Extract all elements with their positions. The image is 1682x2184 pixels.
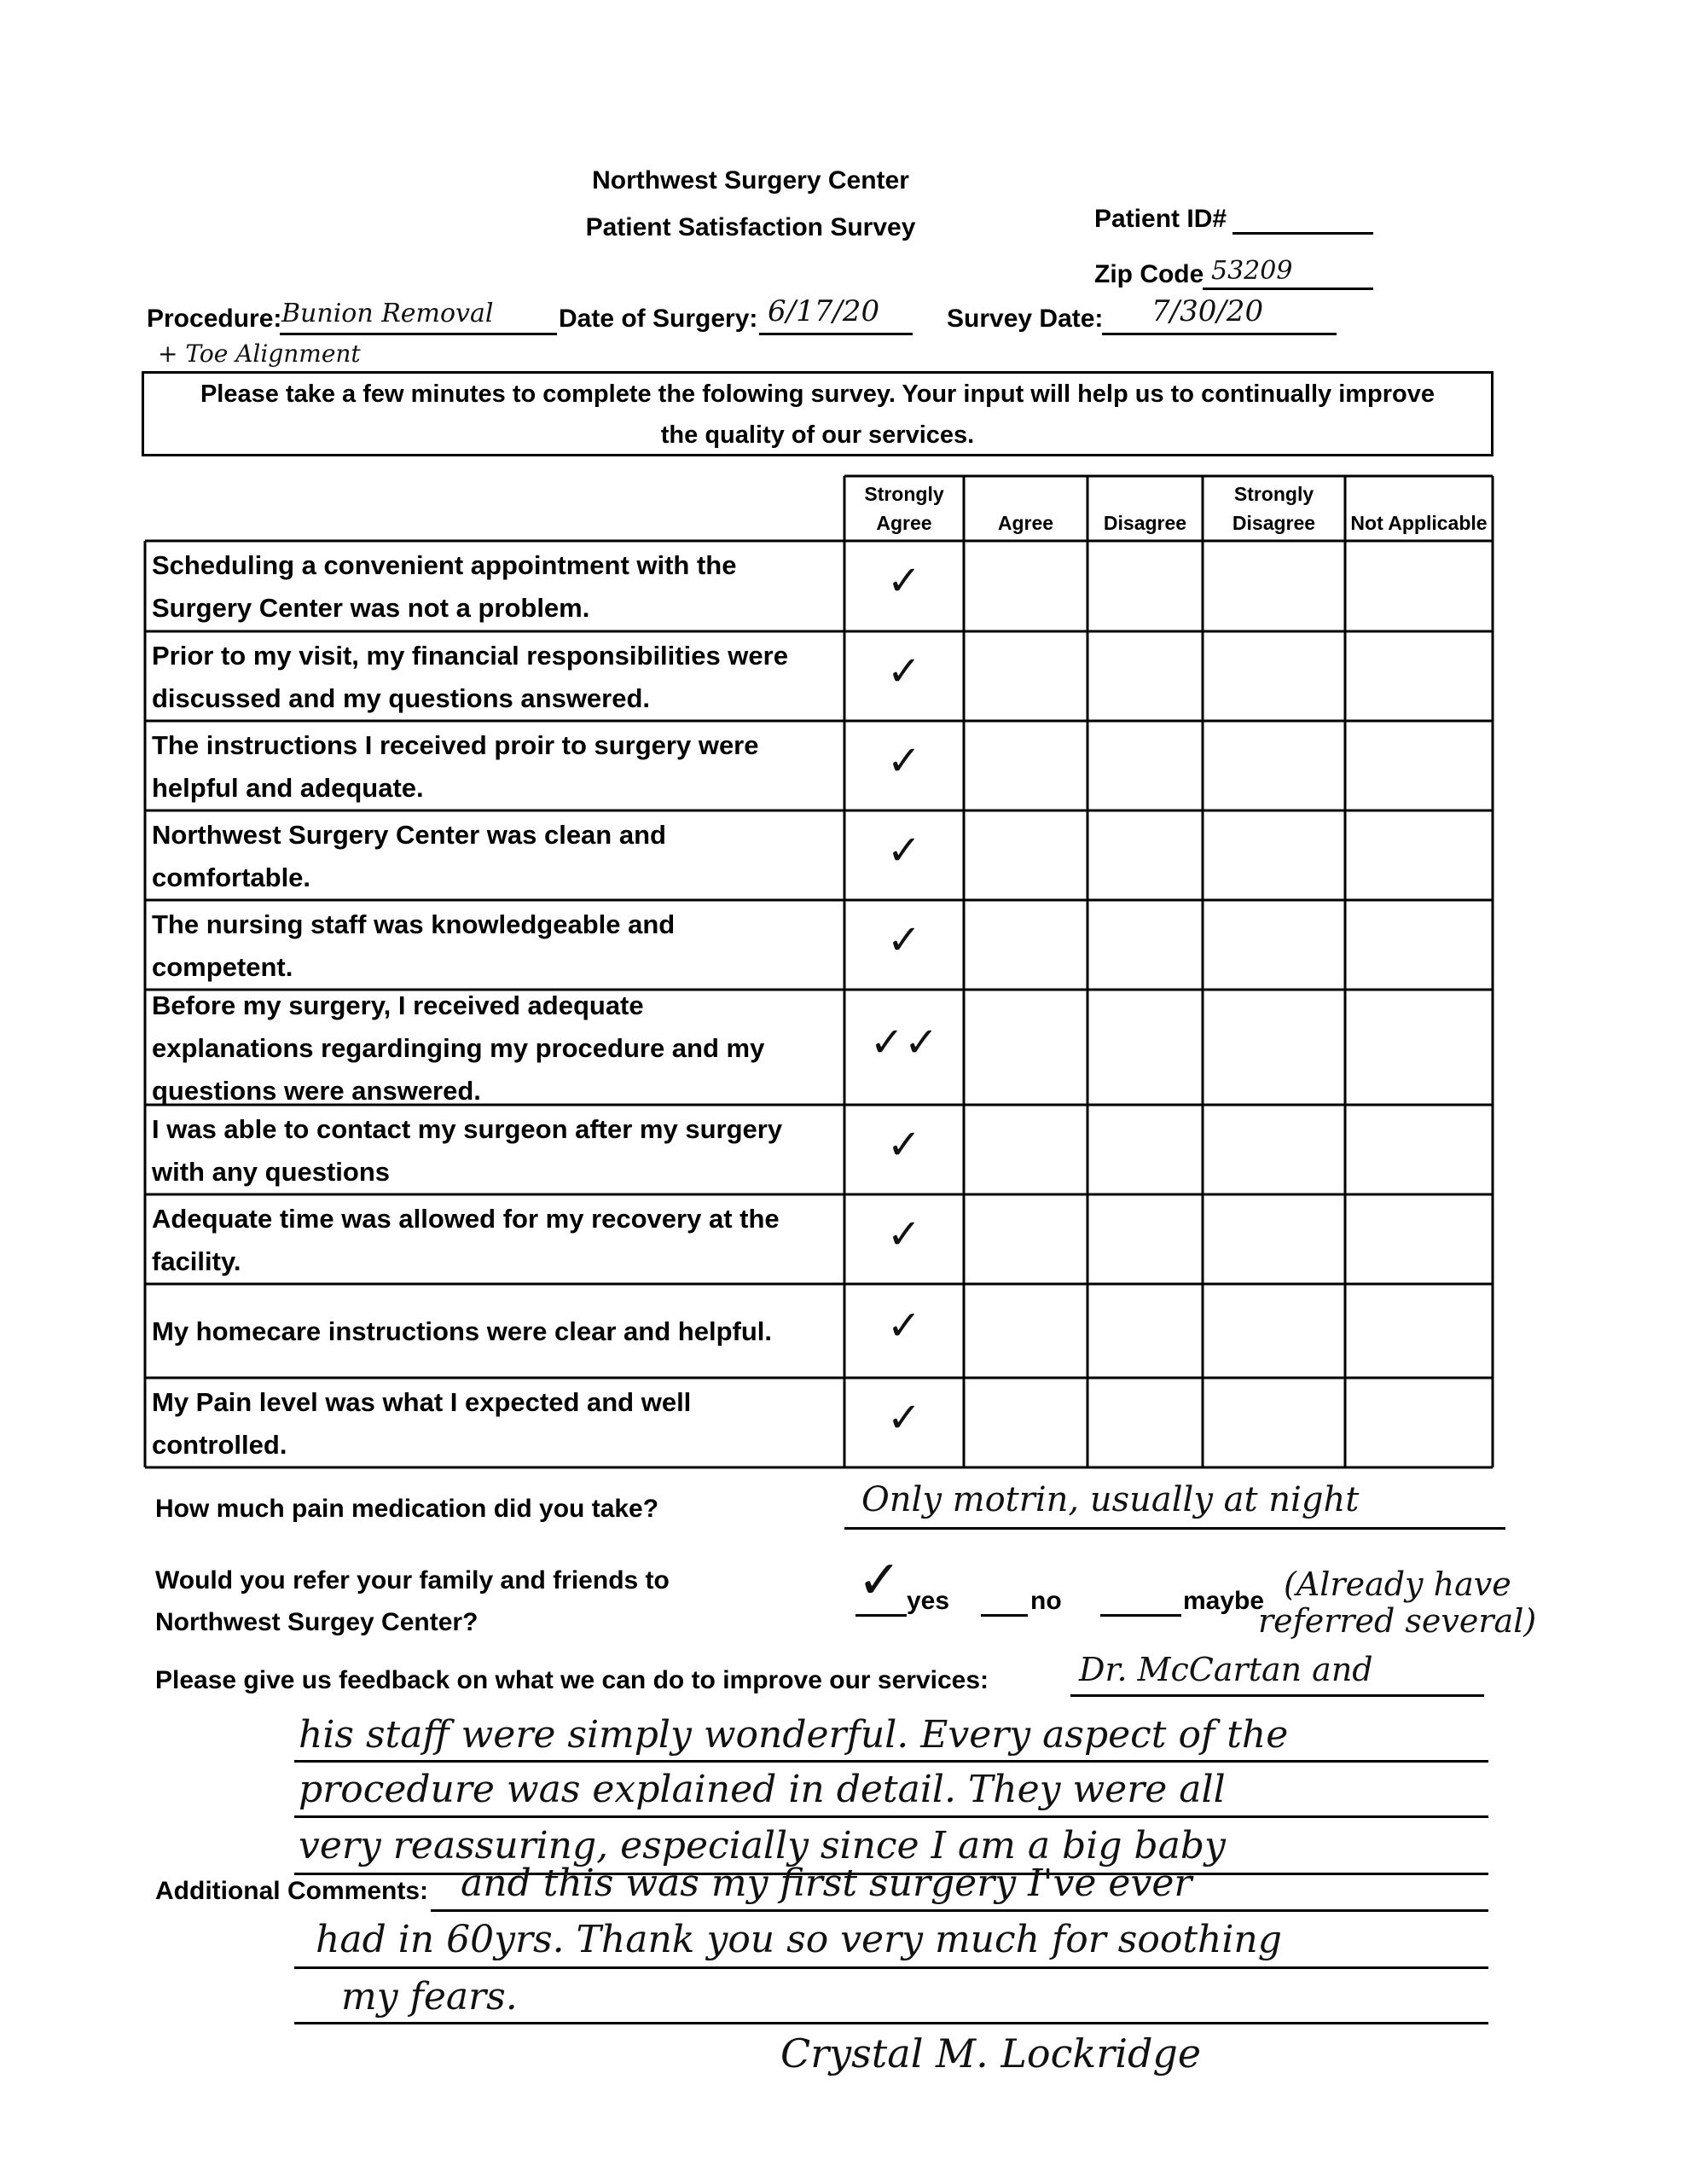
refer-yes-check-mark[interactable]: ✓	[857, 1548, 902, 1611]
feedback-text-1: his staff were simply wonderful. Every aspect of the	[299, 1713, 1289, 1757]
feedback-line-2	[294, 1815, 1488, 1818]
feedback-text-4[interactable]: and this was my first surgery I've ever	[461, 1862, 1192, 1905]
question-text: The nursing staff was knowledgeable and	[152, 909, 676, 939]
procedure-field[interactable]: Bunion Removal	[281, 299, 494, 328]
question-text: Adequate time was allowed for my recovery at the	[152, 1203, 780, 1234]
refer-no-label: no	[1030, 1587, 1062, 1615]
pain-med-answer[interactable]: Only motrin, usually at night	[861, 1480, 1360, 1519]
feedback-line-5	[294, 1966, 1488, 1969]
feedback-text-2: procedure was explained in detail. They were all	[299, 1768, 1226, 1811]
procedure-label: Procedure:	[147, 305, 282, 333]
survey-date-field[interactable]: 7/30/20	[1151, 294, 1264, 328]
question-text: Surgery Center was not a problem.	[152, 593, 590, 623]
question-text: Scheduling a convenient appointment with the	[152, 550, 737, 580]
question-text: My homecare instructions were clear and helpful.	[152, 1316, 772, 1346]
zip-code-field[interactable]: 53209	[1211, 256, 1293, 286]
feedback-label: Please give us feedback on what we can do to improve our services:	[155, 1666, 989, 1694]
column-header-line1: Strongly	[1233, 483, 1314, 505]
column-header-line1: Strongly	[864, 483, 944, 505]
pain-med-question: How much pain medication did you take?	[155, 1495, 659, 1523]
question-text: explanations regardinging my procedure and my	[152, 1032, 765, 1063]
column-header-label: Disagree	[1103, 512, 1187, 534]
refer-maybe-line[interactable]	[1100, 1614, 1181, 1617]
check-mark[interactable]: ✓	[886, 1120, 922, 1169]
check-mark[interactable]: ✓	[886, 1302, 922, 1350]
question-text: controlled.	[152, 1429, 287, 1460]
patient-id-label: Patient ID#	[1094, 205, 1227, 233]
feedback-line-0	[1070, 1694, 1484, 1697]
question-text: I was able to contact my surgeon after my surgery	[152, 1113, 783, 1144]
feedback-text-6: my fears.	[341, 1975, 518, 2018]
check-mark[interactable]: ✓	[886, 915, 922, 964]
column-header-label: Agree	[997, 512, 1054, 534]
column-header-label: Disagree	[1232, 512, 1316, 534]
check-mark[interactable]: ✓✓	[869, 1018, 939, 1066]
refer-yes-label: yes	[907, 1587, 950, 1615]
check-mark[interactable]: ✓	[886, 647, 922, 695]
intro-line-1: Please take a few minutes to complete the folowing survey. Your input will help us to continually improve	[200, 380, 1436, 408]
feedback-line-6	[294, 2022, 1488, 2024]
zip-code-label: Zip Code	[1094, 260, 1204, 288]
feedback-text-5: had in 60yrs. Thank you so very much for soothing	[316, 1918, 1282, 1961]
question-text: Before my surgery, I received adequate	[152, 990, 644, 1020]
refer-no-line[interactable]	[981, 1614, 1028, 1617]
question-text: comfortable.	[152, 862, 311, 892]
refer-note-line1: (Already have	[1284, 1565, 1511, 1603]
refer-yes-line	[856, 1614, 907, 1617]
check-mark[interactable]: ✓	[886, 557, 922, 605]
question-text: My Pain level was what I expected and well	[152, 1386, 692, 1417]
question-text: discussed and my questions answered.	[152, 682, 651, 713]
refer-question-line1: Would you refer your family and friends to	[155, 1566, 670, 1594]
date-of-surgery-field[interactable]: 6/17/20	[768, 294, 880, 328]
question-text: competent.	[152, 951, 293, 982]
check-mark[interactable]: ✓	[886, 826, 922, 874]
column-header-label: Agree	[876, 512, 932, 534]
survey-date-label: Survey Date:	[947, 305, 1104, 333]
column-header-label: Not Applicable	[1350, 512, 1488, 534]
question-text: Prior to my visit, my financial responsibilities were	[152, 640, 788, 671]
pain-med-line	[844, 1527, 1505, 1530]
question-text: Northwest Surgery Center was clean and	[152, 819, 666, 850]
check-mark[interactable]: ✓	[886, 1210, 922, 1258]
question-text: questions were answered.	[152, 1075, 481, 1106]
refer-question-line2: Northwest Surgey Center?	[155, 1608, 478, 1636]
additional-comments-line	[431, 1909, 1488, 1912]
signature: Crystal M. Lockridge	[780, 2030, 1202, 2077]
question-text: with any questions	[152, 1156, 391, 1187]
question-text: The instructions I received proir to surgery were	[152, 729, 759, 760]
date-of-surgery-label: Date of Surgery:	[559, 305, 758, 333]
feedback-text-3: very reassuring, especially since I am a big baby	[299, 1824, 1226, 1867]
question-text: helpful and adequate.	[152, 772, 424, 803]
procedure-field-line2: + Toe Alignment	[158, 340, 361, 368]
feedback-line-1	[294, 1760, 1488, 1763]
feedback-text-0[interactable]: Dr. McCartan and	[1079, 1651, 1373, 1688]
question-text: facility.	[152, 1246, 241, 1276]
org-title: Northwest Surgery Center	[592, 166, 909, 195]
refer-note-line2: referred several)	[1258, 1602, 1537, 1640]
check-mark[interactable]: ✓	[886, 1393, 922, 1442]
additional-comments-label: Additional Comments:	[155, 1877, 428, 1905]
intro-line-2: the quality of our services.	[660, 421, 975, 449]
survey-title: Patient Satisfaction Survey	[585, 213, 916, 241]
check-mark[interactable]: ✓	[886, 736, 922, 785]
refer-maybe-label: maybe	[1183, 1587, 1265, 1615]
